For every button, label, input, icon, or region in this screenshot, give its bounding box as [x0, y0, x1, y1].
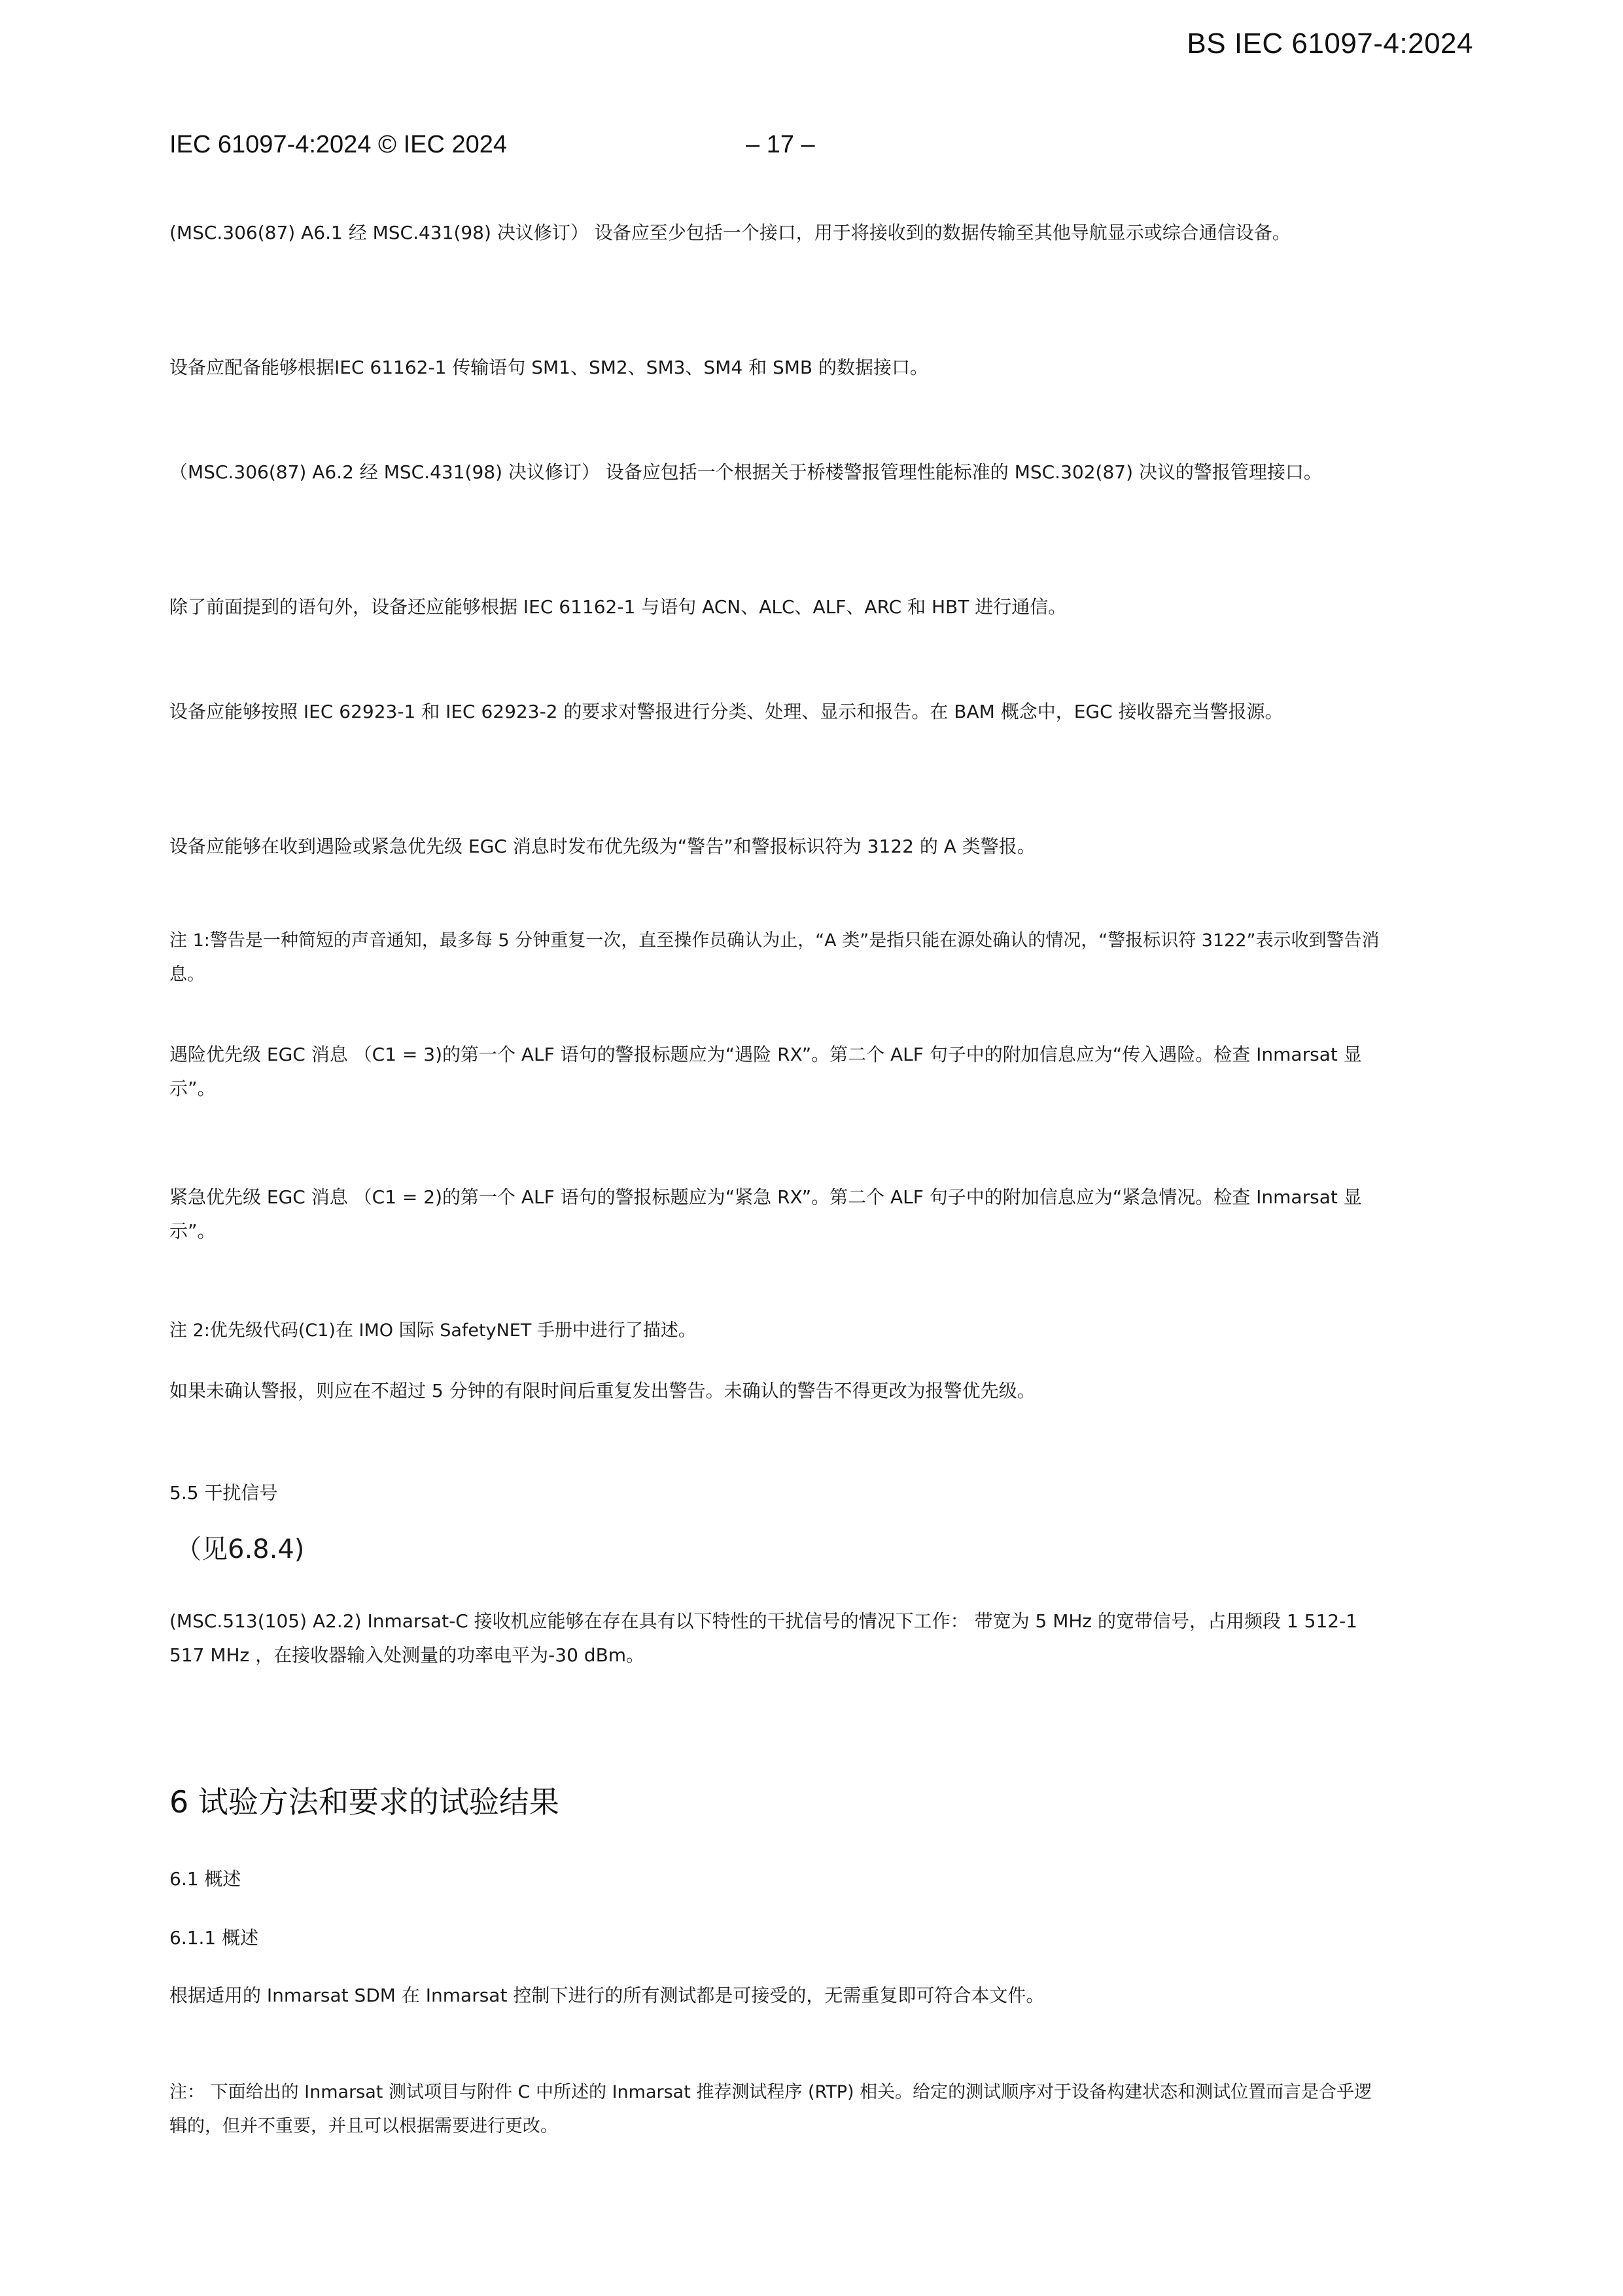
paragraph-alert-classification: 设备应能够按照 IEC 62923-1 和 IEC 62923-2 的要求对警报进行分类、处理、显示和报告。在 BAM 概念中，EGC 接收器充当警报源。 [169, 701, 1283, 722]
paragraph-inmarsat-sdm: 根据适用的 Inmarsat SDM 在 Inmarsat 控制下进行的所有测试都是可接受的，无需重复即可符合本文件。 [169, 1985, 1045, 2006]
paragraph-interfering-signal [169, 1604, 1412, 1672]
note-1-line-1: 注 1:警告是一种简短的声音通知，最多每 5 分钟重复一次，直至操作员确认为止，“A 类”是指只能在源处确认的情况，“警报标识符 3122”表示收到警告消 [169, 930, 1380, 951]
section-5-5-title: 5.5 干扰信号 [169, 1482, 278, 1504]
copyright-header: IEC 61097-4:2024 © IEC 2024 [169, 131, 508, 158]
distress-line-1: 遇险优先级 EGC 消息 （C1 = 3)的第一个 ALF 语句的警报标题应为“遇险 RX”。第二个 ALF 句子中的附加信息应为“传入遇险。检查 Inmarsat 显 [169, 1044, 1362, 1065]
paragraph-urgency-priority [169, 1180, 1412, 1248]
section-5-5-reference: （见6.8.4) [175, 1534, 305, 1564]
urgency-line-2: 示”。 [169, 1220, 216, 1242]
note-2: 注 2:优先级代码(C1)在 IMO 国际 SafetyNET 手册中进行了描述。 [169, 1320, 696, 1341]
note-3 [169, 2075, 1412, 2144]
note-1-line-2: 息。 [169, 964, 205, 985]
paragraph-category-a-alert: 设备应能够在收到遇险或紧急优先级 EGC 消息时发布优先级为“警告”和警报标识符为 3122 的 A 类警报。 [169, 836, 1036, 857]
paragraph-msc306-a61: (MSC.306(87) A6.1 经 MSC.431(98) 决议修订） 设备应至少包括一个接口，用于将接收到的数据传输至其他导航显示或综合通信设备。 [169, 222, 1291, 243]
standard-id: BS IEC 61097-4:2024 [1187, 27, 1473, 60]
paragraph-msc306-a62: （MSC.306(87) A6.2 经 MSC.431(98) 决议修订） 设备应包括一个根据关于桥楼警报管理性能标准的 MSC.302(87) 决议的警报管理接口。 [169, 461, 1322, 483]
note-1 [169, 924, 1412, 992]
interfering-line-1: (MSC.513(105) A2.2) Inmarsat-C 接收机应能够在存在具有以下特性的干扰信号的情况下工作： 带宽为 5 MHz 的宽带信号，占用频段 1 512-1 [169, 1610, 1357, 1632]
page-number: – 17 – [746, 131, 815, 158]
note-3-line-2: 辑的，但并不重要，并且可以根据需要进行更改。 [169, 2116, 558, 2136]
section-6-title: 6 试验方法和要求的试验结果 [169, 1784, 559, 1820]
distress-line-2: 示”。 [169, 1078, 216, 1099]
paragraph-sentences-communication: 除了前面提到的语句外，设备还应能够根据 IEC 61162-1 与语句 ACN、ALC、ALF、ARC 和 HBT 进行通信。 [169, 596, 1067, 618]
interfering-line-2: 517 MHz ，在接收器输入处测量的功率电平为-30 dBm。 [169, 1644, 645, 1666]
paragraph-data-interface: 设备应配备能够根据IEC 61162-1 传输语句 SM1、SM2、SM3、SM4 和 SMB 的数据接口。 [169, 357, 929, 378]
paragraph-unacknowledged-alert: 如果未确认警报，则应在不超过 5 分钟的有限时间后重复发出警告。未确认的警告不得更改为报警优先级。 [169, 1380, 1036, 1402]
note-3-line-1: 注： 下面给出的 Inmarsat 测试项目与附件 C 中所述的 Inmarsat 推荐测试程序 (RTP) 相关。给定的测试顺序对于设备构建状态和测试位置而言是合乎逻 [169, 2082, 1372, 2102]
section-6-1-title: 6.1 概述 [169, 1868, 241, 1890]
urgency-line-1: 紧急优先级 EGC 消息 （C1 = 2)的第一个 ALF 语句的警报标题应为“紧急 RX”。第二个 ALF 句子中的附加信息应为“紧急情况。检查 Inmarsat 显 [169, 1186, 1362, 1208]
section-6-1-1-title: 6.1.1 概述 [169, 1927, 259, 1949]
paragraph-distress-priority [169, 1038, 1412, 1106]
